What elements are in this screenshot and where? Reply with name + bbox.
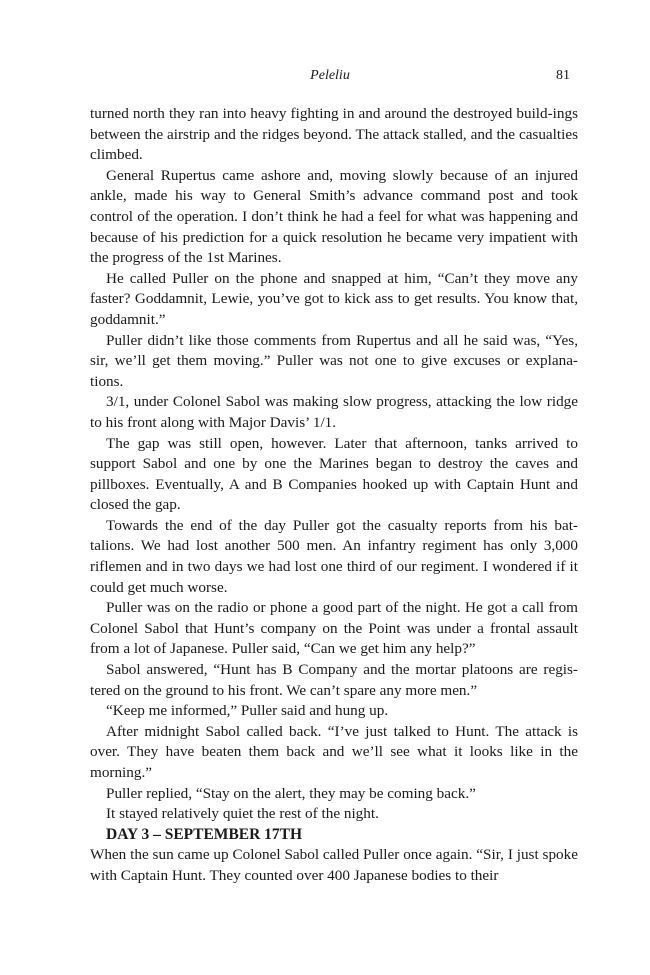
paragraph: Puller was on the radio or phone a good part of the night. He got a call from Colonel Sabol that Hunt’s company on the Point was under a frontal assault from a lot of Japanese. Puller said, “Can we get him any help?” (90, 599, 578, 658)
running-head (90, 68, 570, 88)
paragraph: The gap was still open, however. Later that afternoon, tanks arrived to support Sabol and one by one the Marines began to destroy the caves and pillboxes. Eventually, A and B Companies hooked up with Captain Hunt and closed the gap. (90, 434, 578, 514)
paragraph: After midnight Sabol called back. “I’ve just talked to Hunt. The attack is over. They have beaten them back and we’ll see what it looks like in the morning.” (90, 722, 578, 781)
body-text (90, 104, 578, 887)
paragraph: Puller didn’t like those comments from Rupertus and all he said was, “Yes, sir, we’ll get them moving.” Puller was not one to give excuses or explana-tions. (90, 331, 578, 390)
paragraph: Puller replied, “Stay on the alert, they may be coming back.” (106, 784, 476, 802)
paragraph: It stayed relatively quiet the rest of the night. (106, 805, 379, 823)
paragraph: When the sun came up Colonel Sabol called Puller once again. “Sir, I just spoke with Captain Hunt. They counted over 400 Japanese bodies to their (90, 846, 578, 884)
paragraph: 3/1, under Colonel Sabol was making slow progress, attacking the low ridge to his front along with Major Davis’ 1/1. (90, 393, 578, 431)
paragraph: General Rupertus came ashore and, moving slowly because of an injured ankle, made his way to General Smith’s advance command post and took control of the operation. I don’t think he had a feel for what was happening and because of his prediction for a quick resolution he became very impatient with the progress of the 1st Marines. (90, 166, 578, 267)
page-number: 81 (556, 68, 570, 83)
running-title: Peleliu (310, 68, 350, 83)
paragraph: He called Puller on the phone and snapped at him, “Can’t they move any faster? Goddamnit, Lewie, you’ve got to kick ass to get results. You know that, goddamnit.” (90, 269, 578, 328)
section-heading: DAY 3 – SEPTEMBER 17TH (106, 825, 303, 843)
paragraph: turned north they ran into heavy fighting in and around the destroyed build-ings between the airstrip and the ridges beyond. The attack stalled, and the casualties climbed. (90, 105, 578, 164)
paragraph: Sabol answered, “Hunt has B Company and the mortar platoons are regis-tered on the ground to his front. We can’t spare any more men.” (90, 661, 578, 699)
paragraph: Towards the end of the day Puller got the casualty reports from his bat-talions. We had lost another 500 men. An infantry regiment has only 3,000 riflemen and in two days we had lost one third of our regiment. I wondered if it could get much worse. (90, 516, 578, 596)
paragraph: “Keep me informed,” Puller said and hung up. (106, 702, 389, 720)
